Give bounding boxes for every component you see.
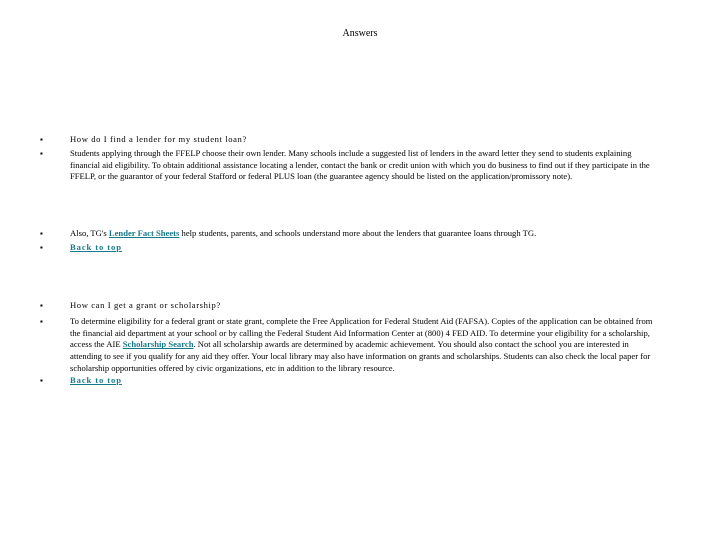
bullet-icon: ▪ xyxy=(40,301,44,310)
back-to-top-line xyxy=(40,375,660,387)
bullet-icon: ▪ xyxy=(40,229,43,238)
question-grant: ▪ How can I get a grant or scholarship? xyxy=(40,300,221,310)
faq-lender xyxy=(40,134,660,183)
answer-lender: ▪ Students applying through the FFELP choose their own lender. Many schools include a suggested list of lenders in the award letter they send to students explaining financial aid eligibility. To obtain additional assistance locating a lender, contact the bank or credit union with which you do business to find out if they participate in the FFELP, or the guarantor of your federal Stafford or federal PLUS loan (the guarantee agency should be listed on the application/promissory note). xyxy=(40,147,650,182)
faq-grant xyxy=(40,300,660,387)
bullet-icon: ▪ xyxy=(40,316,43,326)
bullet-icon: ▪ xyxy=(40,242,43,252)
scholarship-search-link[interactable]: Scholarship Search xyxy=(122,339,194,350)
bullet-icon: ▪ xyxy=(40,135,44,144)
bullet-icon: ▪ xyxy=(40,375,43,385)
lender-fact-sheets-link[interactable]: Lender Fact Sheets xyxy=(108,228,180,238)
answer-grant: ▪ To determine eligibility for a federal grant or state grant, complete the Free Application for Federal Student Aid (FAFSA). Copies of the application can be obtained from the financial aid department at your school or by calling the Federal Student Aid Information Center at (800) 4 FED AID. To determine your eligibility for a scholarship, access the AIE Scholarship Search. Not all scholarship awards are determined by academic achievement. You should also contact the school you are interested in attending to see if you qualify for any aid they offer. Your local library may also have information on grants and scholarships. Students can also check the local paper for scholarship opportunities offered by civic organizations, etc in addition to the library resource. xyxy=(40,315,653,373)
bullet-icon: ▪ xyxy=(40,148,43,158)
faq-lender-extra xyxy=(40,228,660,254)
back-to-top-line xyxy=(40,242,660,254)
question-lender: ▪ How do I find a lender for my student loan? xyxy=(40,134,247,144)
back-to-top-link[interactable]: Back to top xyxy=(70,241,122,252)
lender-fact-sheets-line: ▪ Also, TG's Lender Fact Sheets help students, parents, and schools understand more about the lenders that guarantee loans through TG. xyxy=(40,228,537,238)
page-title: Answers xyxy=(342,28,378,39)
back-to-top-link[interactable]: Back to top xyxy=(70,374,122,385)
